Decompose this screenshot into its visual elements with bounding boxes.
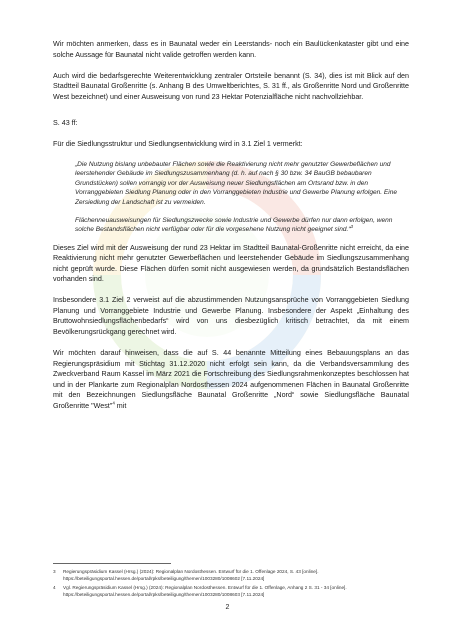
footnotes (53, 563, 409, 599)
footnote-ref-3[interactable]: 3 (350, 224, 354, 230)
page-number: 2 (225, 604, 230, 611)
footnote-divider (53, 563, 171, 564)
quote-paragraph-1: „Die Nutzung bislang unbebauter Flächen sowie die Reaktivierung nicht mehr genutzter Gewerbeflächen und leerstehender Gebäude im Siedlungszusammenhang (d. h. auf nach § 30 bzw. 34 BauGB bebaubaren Grundstücken) sollen vorrangig vor der Ausweisung neuer Siedlungsflächen am Ortsrand bzw. in den Vorranggebieten Siedlung Planung oder in den Vorranggebieten Industrie und Gewerbe Planung erfolgen. Eine Zersiedlung der Landschaft ist zu vermeiden. (75, 160, 397, 207)
paragraph-siedlungsstruktur: Für die Siedlungsstruktur und Siedlungsentwicklung wird in 3.1 Ziel 1 vermerkt: (53, 139, 303, 148)
paragraph-ziel-2: Insbesondere 3.1 Ziel 2 verweist auf die abzustimmenden Nutzungsansprüche von Vorranggebieten Siedlung Planung und Vorranggebiete Industrie und Gewerbe Planung. Insbesondere der Aspekt „Einhaltung des Bruttowohnsiedlungsflächenbedarfs“ wird von uns diesbezüglich kritisch betrachtet, da mit einem Bevölkerungsrückgang gerechnet wird. (53, 296, 409, 336)
paragraph-bebauungsplan (53, 348, 409, 411)
paragraph-bebauungsplan-text: Wir möchten darauf hinweisen, dass die auf S. 44 benannte Mitteilung eines Bebauungsplans an das Regierungspräsidium mit Stichtag 31.12.2020 nicht erfolgt sein kann, da die Verbandsversammlung des Zweckverband Raum Kassel im März 2021 die Fortschreibung des Siedlungsrahmenkonzeptes beschlossen hat und in der Plankarte zum Regionalplan Nordosthessen 2024 aufgenommenen Flächen in Baunatal Großenritte mit den Bezeichnungen Siedlungsfläche Baunatal Großenritte „Nord“ sowie Siedlungsfläche Baunatal Großenritte "West" (53, 349, 409, 410)
footnote-text: Regierungspräsidium Kassel (Hrsg.) (2024): Regionalplan Nordosthessen. Entwurf für die 1. Offenlage 2024, S. 43 [online]. https://beteiligungsportal.hessen.de/portal/rpks/beteiligung/themen/1003280/1008602 [7.11.2024] (63, 569, 319, 582)
footnote-number: 4 (53, 584, 56, 590)
paragraph-ziel-1: Dieses Ziel wird mit der Ausweisung der rund 23 Hektar im Stadtteil Baunatal-Großenritte nicht erreicht, da eine Reaktivierung nicht mehr genutzter Gewerbeflächen und leerstehender Gebäude im Siedlungszusammenhang nicht geprüft wurde. Diese Flächen dürfen somit nicht ausgewiesen werden, da grundsätzlich Bestandsflächen vorhanden sind. (53, 243, 409, 284)
quote-paragraph-2-text: Flächenneuausweisungen für Siedlungszwecke sowie Industrie und Gewerbe dürfen nur dann erfolgen, wenn solche Bestandsflächen nicht verfügbar oder für die vorgesehene Nutzung nicht geeignet sind.“ (75, 216, 393, 234)
block-quote (75, 160, 401, 235)
footnote-4 (53, 584, 409, 599)
paragraph-leerstand: Wir möchten anmerken, dass es in Baunatal weder ein Leerstands- noch ein Baulückenkataster gibt und eine solche Aussage für Baunatal nicht valide getroffen werden kann. (53, 40, 409, 59)
footnote-number: 3 (53, 569, 56, 574)
section-heading: S. 43 ff: (53, 119, 78, 128)
footnote-3 (53, 568, 409, 583)
quote-paragraph-2 (75, 216, 401, 235)
paragraph-ortsteile: Auch wird die bedarfsgerechte Weiterentwicklung zentraler Ortsteile benannt (S. 34), dies ist mit Blick auf den Stadtteil Baunatal Großenritte (s. Anhang B des Umweltberichtes, S. 31 ff., als Großenritte Nord und Großenritte West bezeichnet) und einer Ausweisung von rund 23 Hektar Potenzialfläche nicht nachvollziehbar. (53, 71, 409, 101)
paragraph-bebauungsplan-end: mit (114, 401, 127, 410)
footnote-ref-4[interactable]: 4 (112, 400, 115, 406)
document-body (53, 39, 409, 422)
footnote-text: Vgl. Regierungspräsidium Kassel (Hrsg.) (2024): Regionalplan Nordosthessen. Entwurf für die 1. Offenlage, Anhang 2 S. 31 - 34 [online]. https://beteiligungsportal.hessen.de/portal/rpks/beteiligung/themen/1003280/1008603 [7.11.2024] (63, 584, 347, 597)
